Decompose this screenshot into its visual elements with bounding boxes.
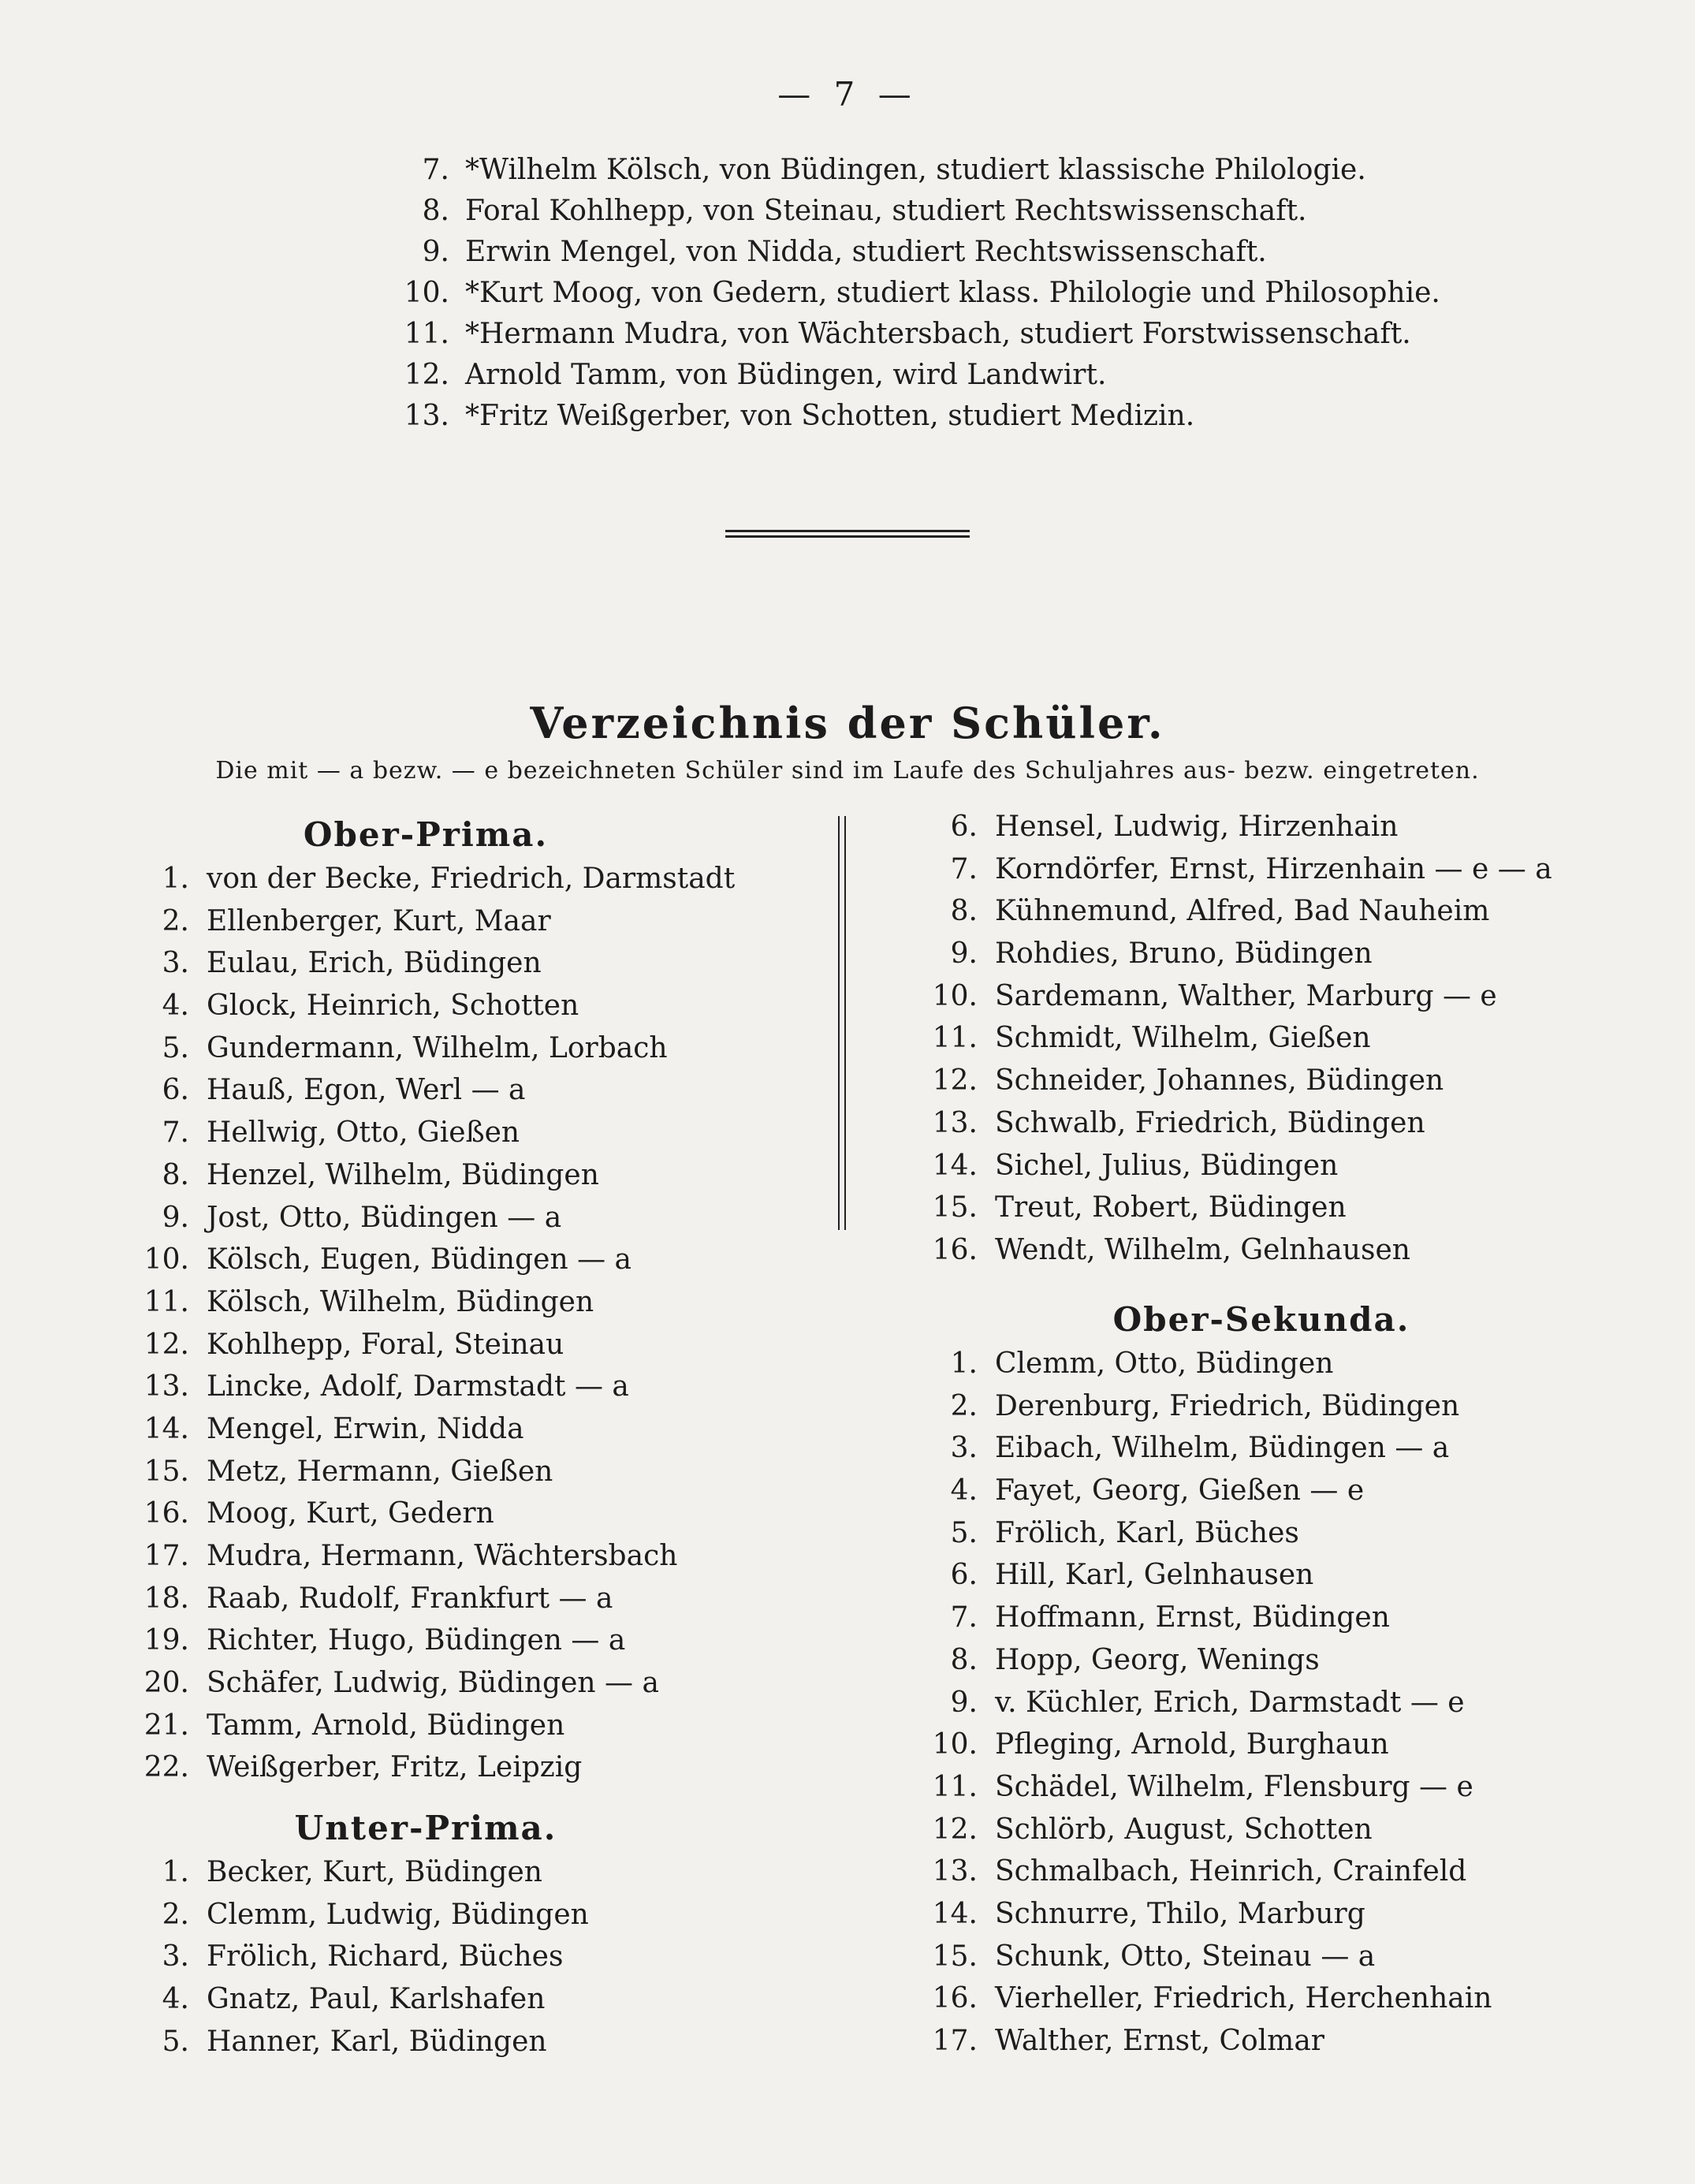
list-item bbox=[891, 1102, 1600, 1145]
item-text: Henzel, Wilhelm, Büdingen bbox=[207, 1158, 599, 1191]
item-text: Kölsch, Wilhelm, Büdingen bbox=[207, 1285, 594, 1318]
list-item bbox=[891, 1470, 1600, 1512]
section-ober-sekunda bbox=[891, 1297, 1600, 2063]
item-number: 12. bbox=[932, 1813, 978, 1846]
item-text: Foral Kohlhepp, von Steinau, studiert Rechtswissenschaft. bbox=[465, 195, 1307, 227]
item-number: 15. bbox=[932, 1191, 978, 1224]
item-text: Erwin Mengel, von Nidda, studiert Rechtswissenschaft. bbox=[465, 236, 1267, 268]
item-text: Schäfer, Ludwig, Büdingen — a bbox=[207, 1667, 659, 1700]
item-number: 13. bbox=[404, 400, 449, 432]
list-item bbox=[102, 1281, 749, 1324]
item-number: 11. bbox=[404, 318, 449, 350]
item-number: 16. bbox=[932, 1982, 978, 2015]
list-item bbox=[891, 1427, 1600, 1470]
item-number: 13. bbox=[143, 1370, 189, 1403]
legend-note: Die mit — a bezw. — e bezeichneten Schüler sind im Laufe des Schuljahres aus- bezw. eingetreten. bbox=[215, 757, 1480, 785]
item-text: Hoffmann, Ernst, Büdingen bbox=[995, 1601, 1390, 1634]
item-text: Glock, Heinrich, Schotten bbox=[207, 990, 579, 1023]
item-number: 1. bbox=[950, 1347, 978, 1380]
list-item bbox=[891, 1554, 1600, 1597]
list-item bbox=[102, 1239, 749, 1281]
list-item bbox=[891, 1597, 1600, 1639]
item-number: 4. bbox=[162, 990, 189, 1023]
list-item bbox=[102, 1746, 749, 1789]
list-item bbox=[891, 806, 1600, 848]
list-item bbox=[891, 1850, 1600, 1893]
list-item bbox=[102, 1535, 749, 1578]
item-number: 3. bbox=[162, 947, 189, 980]
item-number: 8. bbox=[422, 195, 449, 227]
list-item bbox=[371, 355, 1553, 396]
item-number: 7. bbox=[422, 154, 449, 186]
item-text: Mudra, Hermann, Wächtersbach bbox=[207, 1540, 678, 1572]
item-number: 12. bbox=[932, 1064, 978, 1098]
list-item bbox=[102, 942, 749, 985]
item-text: Frölich, Karl, Büches bbox=[995, 1516, 1299, 1549]
item-text: Schlörb, August, Schotten bbox=[995, 1813, 1373, 1846]
list-item bbox=[891, 1017, 1600, 1060]
item-number: 11. bbox=[932, 1022, 978, 1055]
list-item bbox=[102, 900, 749, 943]
item-text: von der Becke, Friedrich, Darmstadt bbox=[207, 863, 736, 895]
item-number: 8. bbox=[950, 895, 978, 928]
list-item bbox=[891, 1229, 1600, 1272]
item-number: 6. bbox=[950, 1559, 978, 1592]
list-item bbox=[102, 1705, 749, 1747]
list-item bbox=[371, 191, 1553, 232]
list-item bbox=[891, 1060, 1600, 1102]
item-text: Becker, Kurt, Büdingen bbox=[207, 1856, 542, 1888]
item-text: Walther, Ernst, Colmar bbox=[995, 2025, 1324, 2057]
item-number: 15. bbox=[143, 1455, 189, 1488]
list-item bbox=[102, 1197, 749, 1239]
item-text: Vierheller, Friedrich, Herchenhain bbox=[995, 1982, 1492, 2015]
item-number: 14. bbox=[143, 1412, 189, 1445]
item-number: 12. bbox=[143, 1328, 189, 1361]
item-number: 10. bbox=[932, 979, 978, 1012]
item-text: Hellwig, Otto, Gießen bbox=[207, 1116, 520, 1150]
list-item bbox=[891, 1893, 1600, 1936]
item-text: Mengel, Erwin, Nidda bbox=[207, 1412, 524, 1445]
column-divider bbox=[838, 816, 846, 1230]
list-item bbox=[891, 1187, 1600, 1229]
item-text: Derenburg, Friedrich, Büdingen bbox=[995, 1389, 1460, 1422]
item-number: 7. bbox=[950, 852, 978, 885]
item-number: 13. bbox=[932, 1855, 978, 1888]
item-text: Hill, Karl, Gelnhausen bbox=[995, 1559, 1314, 1592]
item-text: Schmidt, Wilhelm, Gießen bbox=[995, 1022, 1371, 1055]
item-number: 4. bbox=[162, 1983, 189, 2016]
list-item bbox=[102, 985, 749, 1027]
list-item bbox=[102, 1619, 749, 1662]
item-number: 22. bbox=[143, 1751, 189, 1784]
item-number: 1. bbox=[162, 863, 189, 895]
list-item bbox=[891, 848, 1600, 891]
item-text: Treut, Robert, Büdingen bbox=[995, 1191, 1347, 1224]
page-number: — 7 — bbox=[777, 75, 918, 114]
item-text: Korndörfer, Ernst, Hirzenhain — e — a bbox=[995, 852, 1552, 885]
item-text: *Kurt Moog, von Gedern, studiert klass. Philologie und Philosophie. bbox=[465, 277, 1440, 309]
section-title: Ober-Sekunda. bbox=[1112, 1300, 1410, 1339]
item-text: *Hermann Mudra, von Wächtersbach, studiert Forstwissenschaft. bbox=[465, 318, 1411, 350]
list-item bbox=[102, 1069, 749, 1112]
item-number: 7. bbox=[162, 1116, 189, 1150]
list-item bbox=[102, 858, 749, 900]
item-text: Metz, Hermann, Gießen bbox=[207, 1455, 553, 1488]
list-item bbox=[891, 1724, 1600, 1766]
item-text: Kölsch, Eugen, Büdingen — a bbox=[207, 1243, 631, 1276]
item-number: 14. bbox=[932, 1897, 978, 1930]
list-item bbox=[371, 314, 1553, 355]
section-title: Ober-Prima. bbox=[303, 815, 549, 854]
item-text: Gundermann, Wilhelm, Lorbach bbox=[207, 1031, 668, 1064]
list-item bbox=[102, 1578, 749, 1620]
item-text: Hensel, Ludwig, Hirzenhain bbox=[995, 811, 1399, 843]
list-item bbox=[891, 1809, 1600, 1851]
list-item bbox=[102, 1027, 749, 1070]
item-number: 4. bbox=[950, 1474, 978, 1508]
item-number: 17. bbox=[932, 2025, 978, 2057]
item-text: Kühnemund, Alfred, Bad Nauheim bbox=[995, 895, 1490, 928]
item-text: Jost, Otto, Büdingen — a bbox=[207, 1201, 562, 1234]
item-number: 20. bbox=[143, 1667, 189, 1700]
list-item bbox=[891, 1145, 1600, 1187]
item-text: Sardemann, Walther, Marburg — e bbox=[995, 979, 1497, 1012]
item-number: 16. bbox=[932, 1233, 978, 1266]
list-item bbox=[891, 1385, 1600, 1428]
double-rule-divider bbox=[725, 530, 970, 538]
list-item bbox=[102, 1112, 749, 1154]
item-text: *Fritz Weißgerber, von Schotten, studiert Medizin. bbox=[465, 400, 1195, 432]
item-text: Schädel, Wilhelm, Flensburg — e bbox=[995, 1770, 1473, 1803]
item-number: 11. bbox=[143, 1285, 189, 1318]
item-text: Clemm, Otto, Büdingen bbox=[995, 1347, 1334, 1380]
list-item bbox=[891, 890, 1600, 933]
item-number: 2. bbox=[162, 1898, 189, 1931]
list-item bbox=[891, 1639, 1600, 1682]
section-unter-prima bbox=[102, 1806, 749, 2063]
item-number: 17. bbox=[143, 1540, 189, 1572]
item-number: 3. bbox=[950, 1432, 978, 1465]
item-text: *Wilhelm Kölsch, von Büdingen, studiert klassische Philologie. bbox=[465, 154, 1366, 186]
item-number: 9. bbox=[422, 236, 449, 268]
list-item bbox=[102, 1894, 749, 1936]
list-item bbox=[102, 1978, 749, 2021]
list-item bbox=[102, 1451, 749, 1493]
item-number: 15. bbox=[932, 1940, 978, 1973]
item-number: 9. bbox=[950, 937, 978, 971]
list-item bbox=[371, 396, 1553, 437]
list-item bbox=[102, 1662, 749, 1705]
item-text: Fayet, Georg, Gießen — e bbox=[995, 1474, 1365, 1508]
item-text: Schneider, Johannes, Büdingen bbox=[995, 1064, 1444, 1098]
item-number: 11. bbox=[932, 1770, 978, 1803]
page-title: Verzeichnis der Schüler. bbox=[530, 698, 1165, 748]
list-item bbox=[102, 1851, 749, 1894]
list-item bbox=[891, 2020, 1600, 2063]
item-number: 8. bbox=[950, 1643, 978, 1676]
item-number: 5. bbox=[162, 2025, 189, 2058]
item-number: 6. bbox=[162, 1074, 189, 1107]
item-text: Richter, Hugo, Büdingen — a bbox=[207, 1624, 626, 1657]
item-text: Sichel, Julius, Büdingen bbox=[995, 1149, 1339, 1182]
list-item bbox=[891, 1512, 1600, 1555]
item-text: Hanner, Karl, Büdingen bbox=[207, 2025, 547, 2058]
list-item bbox=[891, 1936, 1600, 1978]
item-number: 9. bbox=[950, 1686, 978, 1719]
item-number: 13. bbox=[932, 1106, 978, 1139]
item-text: Weißgerber, Fritz, Leipzig bbox=[207, 1751, 583, 1784]
item-number: 18. bbox=[143, 1582, 189, 1615]
section-unter-prima-continued bbox=[891, 806, 1600, 1272]
intro-list bbox=[371, 150, 1553, 437]
item-text: v. Küchler, Erich, Darmstadt — e bbox=[995, 1686, 1465, 1719]
item-number: 2. bbox=[950, 1389, 978, 1422]
item-number: 10. bbox=[932, 1728, 978, 1761]
item-text: Ellenberger, Kurt, Maar bbox=[207, 904, 551, 937]
list-item bbox=[102, 1936, 749, 1978]
item-number: 8. bbox=[162, 1158, 189, 1191]
item-text: Hopp, Georg, Wenings bbox=[995, 1643, 1320, 1676]
item-number: 10. bbox=[404, 277, 449, 309]
item-text: Gnatz, Paul, Karlshafen bbox=[207, 1983, 546, 2016]
list-item bbox=[371, 150, 1553, 191]
list-item bbox=[891, 1682, 1600, 1724]
list-item bbox=[891, 1977, 1600, 2020]
item-text: Schmalbach, Heinrich, Crainfeld bbox=[995, 1855, 1467, 1888]
item-number: 5. bbox=[950, 1516, 978, 1549]
list-item bbox=[891, 933, 1600, 975]
item-text: Frölich, Richard, Büches bbox=[207, 1940, 564, 1973]
list-item bbox=[102, 2021, 749, 2063]
item-number: 5. bbox=[162, 1031, 189, 1064]
item-text: Clemm, Ludwig, Büdingen bbox=[207, 1898, 589, 1931]
item-text: Raab, Rudolf, Frankfurt — a bbox=[207, 1582, 613, 1615]
item-number: 3. bbox=[162, 1940, 189, 1973]
list-item bbox=[891, 1343, 1600, 1385]
item-text: Eibach, Wilhelm, Büdingen — a bbox=[995, 1432, 1450, 1465]
list-item bbox=[891, 975, 1600, 1018]
item-number: 2. bbox=[162, 904, 189, 937]
item-text: Hauß, Egon, Werl — a bbox=[207, 1074, 526, 1107]
item-text: Rohdies, Bruno, Büdingen bbox=[995, 937, 1373, 971]
item-number: 1. bbox=[162, 1856, 189, 1888]
item-number: 9. bbox=[162, 1201, 189, 1234]
item-text: Wendt, Wilhelm, Gelnhausen bbox=[995, 1233, 1410, 1266]
section-ober-prima bbox=[102, 812, 749, 1789]
list-item bbox=[371, 273, 1553, 314]
item-text: Lincke, Adolf, Darmstadt — a bbox=[207, 1370, 629, 1403]
list-item bbox=[102, 1493, 749, 1535]
item-text: Kohlhepp, Foral, Steinau bbox=[207, 1328, 564, 1361]
item-text: Schwalb, Friedrich, Büdingen bbox=[995, 1106, 1425, 1139]
item-text: Pfleging, Arnold, Burghaun bbox=[995, 1728, 1389, 1761]
item-text: Arnold Tamm, von Büdingen, wird Landwirt. bbox=[465, 359, 1107, 391]
list-item bbox=[371, 232, 1553, 273]
list-item bbox=[102, 1408, 749, 1451]
list-item bbox=[102, 1324, 749, 1366]
item-number: 21. bbox=[143, 1709, 189, 1742]
item-number: 16. bbox=[143, 1497, 189, 1530]
item-text: Schnurre, Thilo, Marburg bbox=[995, 1897, 1365, 1930]
item-text: Tamm, Arnold, Büdingen bbox=[207, 1709, 565, 1742]
item-text: Schunk, Otto, Steinau — a bbox=[995, 1940, 1376, 1973]
list-item bbox=[102, 1154, 749, 1197]
item-text: Eulau, Erich, Büdingen bbox=[207, 947, 542, 980]
list-item bbox=[891, 1766, 1600, 1809]
item-number: 6. bbox=[950, 811, 978, 843]
item-number: 14. bbox=[932, 1149, 978, 1182]
item-number: 19. bbox=[143, 1624, 189, 1657]
item-number: 10. bbox=[143, 1243, 189, 1276]
section-title: Unter-Prima. bbox=[294, 1809, 557, 1847]
item-number: 12. bbox=[404, 359, 449, 391]
item-text: Moog, Kurt, Gedern bbox=[207, 1497, 494, 1530]
item-number: 7. bbox=[950, 1601, 978, 1634]
list-item bbox=[102, 1366, 749, 1408]
